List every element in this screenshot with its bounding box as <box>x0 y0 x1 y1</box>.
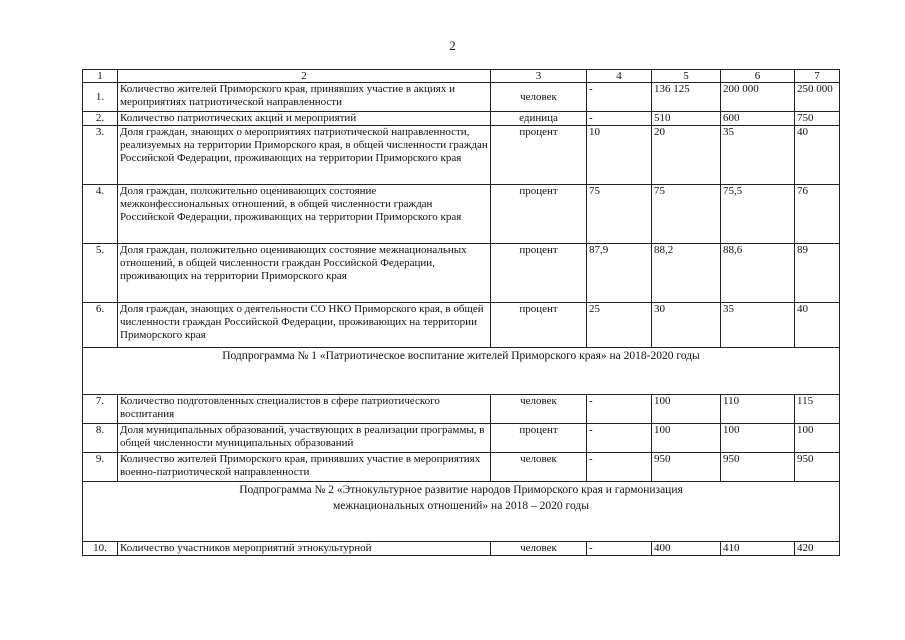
unit-cell: процент <box>491 126 587 185</box>
value-cell: 750 <box>795 112 840 126</box>
value-cell: 250 000 <box>795 83 840 112</box>
value-cell: 510 <box>652 112 721 126</box>
unit-cell: человек <box>491 453 587 482</box>
header-cell: 6 <box>721 70 795 83</box>
value-cell: - <box>587 112 652 126</box>
header-cell: 4 <box>587 70 652 83</box>
value-cell: 400 <box>652 542 721 556</box>
row-number: 2. <box>83 112 118 126</box>
table-header-row <box>83 70 840 83</box>
row-number: 8. <box>83 424 118 453</box>
value-cell: 110 <box>721 395 795 424</box>
table-row <box>83 126 840 185</box>
value-cell: 40 <box>795 303 840 348</box>
table-row <box>83 83 840 112</box>
value-cell: 950 <box>795 453 840 482</box>
unit-cell: процент <box>491 303 587 348</box>
indicators-table <box>82 69 840 556</box>
table-row <box>83 303 840 348</box>
indicator-name: Количество жителей Приморского края, принявших участие в акциях и мероприятиях патриотической направленности <box>118 83 491 112</box>
row-number: 3. <box>83 126 118 185</box>
value-cell: 35 <box>721 126 795 185</box>
value-cell: 75 <box>587 185 652 244</box>
indicator-name: Доля муниципальных образований, участвующих в реализации программы, в общей численности муниципальных образований <box>118 424 491 453</box>
unit-cell: процент <box>491 185 587 244</box>
value-cell: 115 <box>795 395 840 424</box>
subprogram-2-line2: межнациональных отношений» на 2018 – 2020 годы <box>332 500 589 512</box>
value-cell: 25 <box>587 303 652 348</box>
value-cell: 10 <box>587 126 652 185</box>
value-cell: 20 <box>652 126 721 185</box>
value-cell: 420 <box>795 542 840 556</box>
subprogram-row <box>83 348 840 395</box>
unit-cell: процент <box>491 424 587 453</box>
value-cell: 35 <box>721 303 795 348</box>
page-number: 2 <box>449 38 456 53</box>
value-cell: 100 <box>652 424 721 453</box>
row-number: 6. <box>83 303 118 348</box>
value-cell: 950 <box>652 453 721 482</box>
unit-cell: человек <box>491 542 587 556</box>
subprogram-2-line1: Подпрограмма № 2 «Этнокультурное развитие народов Приморского края и гармонизация <box>239 484 683 496</box>
table-row <box>83 424 840 453</box>
value-cell: 136 125 <box>652 83 721 112</box>
value-cell: 100 <box>721 424 795 453</box>
value-cell: 950 <box>721 453 795 482</box>
subprogram-2-title <box>83 482 840 542</box>
value-cell: 600 <box>721 112 795 126</box>
value-cell: - <box>587 424 652 453</box>
row-number: 1. <box>83 83 118 112</box>
row-number: 9. <box>83 453 118 482</box>
table-row <box>83 244 840 303</box>
header-cell: 2 <box>118 70 491 83</box>
value-cell: 75 <box>652 185 721 244</box>
value-cell: - <box>587 395 652 424</box>
value-cell: 76 <box>795 185 840 244</box>
indicator-name: Доля граждан, знающих о мероприятиях патриотической направленности, реализуемых на территории Приморского края, в общей численности граждан Российской Федерации, проживающих на территории Приморского края <box>118 126 491 185</box>
value-cell: 410 <box>721 542 795 556</box>
row-number: 10. <box>83 542 118 556</box>
value-cell: 88,6 <box>721 244 795 303</box>
table-row <box>83 453 840 482</box>
value-cell: 100 <box>795 424 840 453</box>
unit-cell: процент <box>491 244 587 303</box>
row-number: 7. <box>83 395 118 424</box>
value-cell: 40 <box>795 126 840 185</box>
indicator-name: Доля граждан, положительно оценивающих состояние межконфессиональных отношений, в общей численности граждан Российской Федерации, проживающих на территории Приморского края <box>118 185 491 244</box>
indicator-name: Количество жителей Приморского края, принявших участие в мероприятиях военно-патриотической направленности <box>118 453 491 482</box>
indicator-name: Количество патриотических акций и мероприятий <box>118 112 491 126</box>
indicator-name: Количество подготовленных специалистов в сфере патриотического воспитания <box>118 395 491 424</box>
row-number: 5. <box>83 244 118 303</box>
table-row <box>83 185 840 244</box>
value-cell: 100 <box>652 395 721 424</box>
header-cell: 3 <box>491 70 587 83</box>
table-row <box>83 395 840 424</box>
indicator-name: Количество участников мероприятий этнокультурной <box>118 542 491 556</box>
row-number: 4. <box>83 185 118 244</box>
subprogram-row <box>83 482 840 542</box>
value-cell: 30 <box>652 303 721 348</box>
indicator-name: Доля граждан, знающих о деятельности СО НКО Приморского края, в общей численности граждан Российской Федерации, проживающих на территории Приморского края <box>118 303 491 348</box>
value-cell: 200 000 <box>721 83 795 112</box>
value-cell: 87,9 <box>587 244 652 303</box>
unit-cell: единица <box>491 112 587 126</box>
value-cell: - <box>587 453 652 482</box>
subprogram-1-title: Подпрограмма № 1 «Патриотическое воспитание жителей Приморского края» на 2018-2020 годы <box>83 348 840 395</box>
header-cell: 7 <box>795 70 840 83</box>
header-cell: 5 <box>652 70 721 83</box>
value-cell: - <box>587 83 652 112</box>
unit-cell: человек <box>491 83 587 112</box>
value-cell: - <box>587 542 652 556</box>
table-row <box>83 112 840 126</box>
value-cell: 75,5 <box>721 185 795 244</box>
value-cell: 89 <box>795 244 840 303</box>
value-cell: 88,2 <box>652 244 721 303</box>
indicator-name: Доля граждан, положительно оценивающих состояние межнациональных отношений, в общей численности граждан Российской Федерации, проживающих на территории Приморского края <box>118 244 491 303</box>
unit-cell: человек <box>491 395 587 424</box>
table-row <box>83 542 840 556</box>
header-cell: 1 <box>83 70 118 83</box>
